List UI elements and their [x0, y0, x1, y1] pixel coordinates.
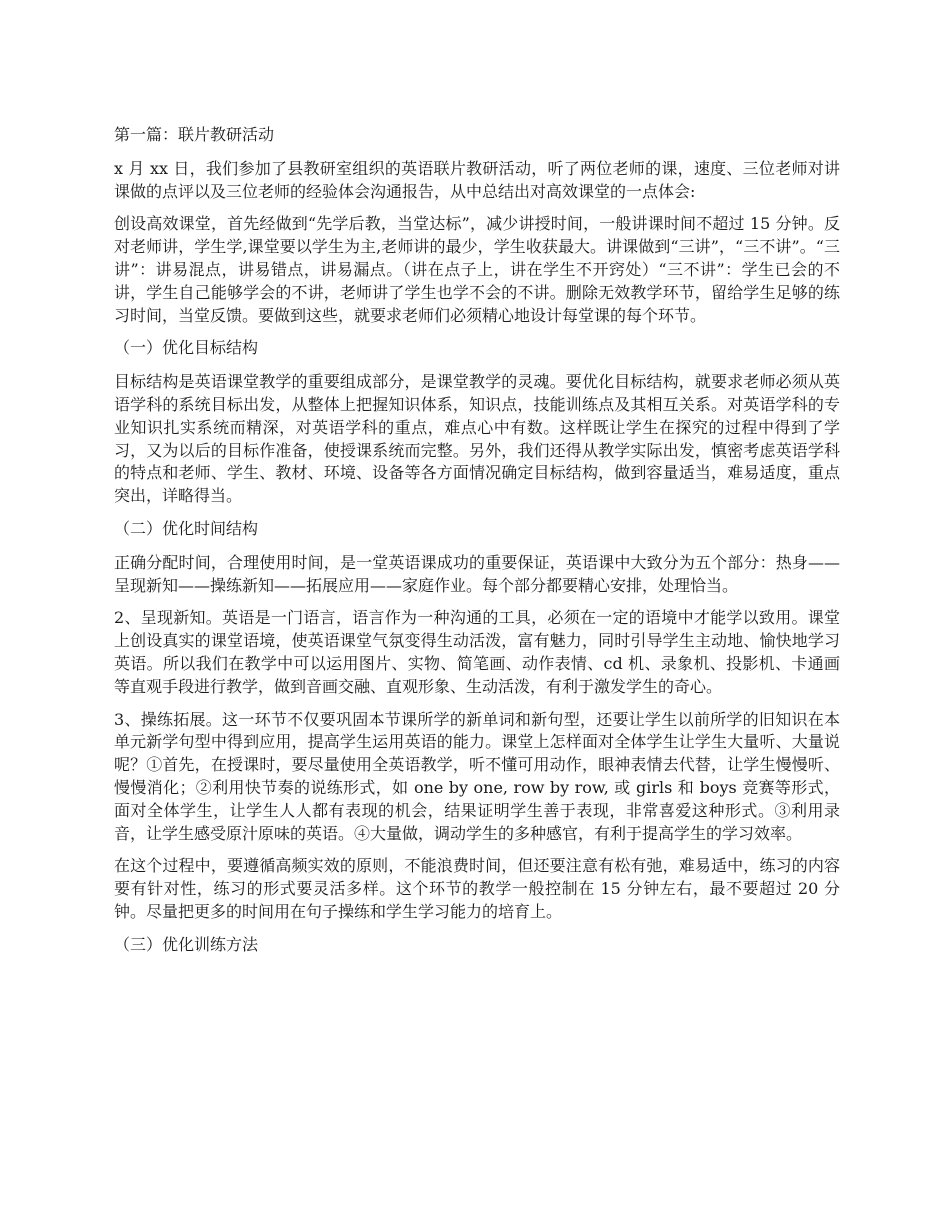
- section-heading-training-methods: （三）优化训练方法: [114, 934, 259, 954]
- paragraph-efficient-classroom: 创设高效课堂，首先经做到“先学后教，当堂达标”，减少讲授时间，一般讲课时间不超过 15 分钟。反对老师讲，学生学,课堂要以学生为主,老师讲的最少，学生收获最大。讲课做到“三讲”，“三不讲”。“三讲”：讲易混点，讲易错点，讲易漏点。（讲在点子上，讲在学生不开窍处）“三不讲”：学生已会的不讲，学生自己能够学会的不讲，老师讲了学生也学不会的不讲。删除无效教学环节，留给学生足够的练习时间，当堂反馈。要做到这些，就要求老师们必须精心地设计每堂课的每个环节。: [114, 214, 840, 325]
- section-heading-goal-structure: （一）优化目标结构: [114, 338, 259, 358]
- section-heading-time-structure: （二）优化时间结构: [114, 518, 259, 538]
- paragraph-time-structure: 正确分配时间，合理使用时间，是一堂英语课成功的重要保证，英语课中大致分为五个部分：热身——呈现新知——操练新知——拓展应用——家庭作业。每个部分都要精心安排，处理恰当。: [114, 552, 840, 595]
- document-body: [114, 124, 840, 968]
- paragraph-presenting-new-knowledge: 2、呈现新知。英语是一门语言，语言作为一种沟通的工具，必须在一定的语境中才能学以致用。课堂上创设真实的课堂语境，使英语课堂气氛变得生动活泼，富有魅力，同时引导学生主动地、愉快地学习英语。所以我们在教学中可以运用图片、实物、简笔画、动作表情、cd 机、录象机、投影机、卡通画等直观手段进行教学，做到音画交融、直观形象、生动活泼，有利于激发学生的奇心。: [114, 608, 840, 696]
- paragraph-goal-structure: 目标结构是英语课堂教学的重要组成部分，是课堂教学的灵魂。要优化目标结构，就要求老师必须从英语学科的系统目标出发，从整体上把握知识体系，知识点，技能训练点及其相互关系。对英语学科的专业知识扎实系统而精深，对英语学科的重点，难点心中有数。这样既让学生在探究的过程中得到了学习，又为以后的目标作准备，使授课系统而完整。另外，我们还得从教学实际出发，慎密考虑英语学科的特点和老师、学生、教材、环境、设备等各方面情况确定目标结构，做到容量适当，难易适度，重点突出，详略得当。: [114, 372, 840, 506]
- paragraph-practice-extension: 3、操练拓展。这一环节不仅要巩固本节课所学的新单词和新句型，还要让学生以前所学的旧知识在本单元新学句型中得到应用，提高学生运用英语的能力。课堂上怎样面对全体学生让学生大量听、大量说呢？①首先，在授课时，要尽量使用全英语教学，听不懂可用动作，眼神表情去代替，让学生慢慢听、慢慢消化；②利用快节奏的说练形式，如 one by one, row by row, 或 girls 和 boys 竞赛等形式，面对全体学生，让学生人人都有表现的机会，结果证明学生善于表现，非常喜爱这种形式。③利用录音，让学生感受原汁原味的英语。④大量做，调动学生的多种感官，有利于提高学生的学习效率。: [114, 709, 840, 843]
- paragraph-intro: x 月 xx 日，我们参加了县教研室组织的英语联片教研活动，听了两位老师的课，速度、三位老师对讲课做的点评以及三位老师的经验体会沟通报告，从中总结出对高效课堂的一点体会:: [114, 158, 840, 201]
- paragraph-practice-principles: 在这个过程中，要遵循高频实效的原则，不能浪费时间，但还要注意有松有弛，难易适中，练习的内容要有针对性，练习的形式要灵活多样。这个环节的教学一般控制在 15 分钟左右，最不要超过 20 分钟。尽量把更多的时间用在句子操练和学生学习能力的培育上。: [114, 856, 840, 921]
- document-title: 第一篇：联片教研活动: [114, 125, 275, 144]
